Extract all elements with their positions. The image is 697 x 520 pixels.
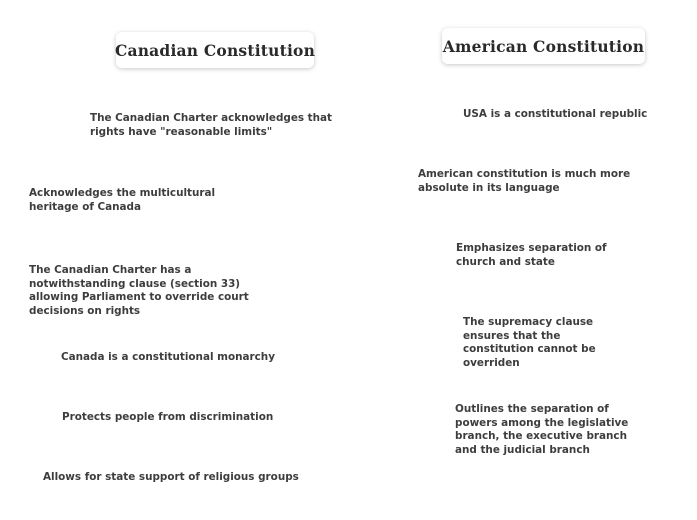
usa-note-constitutional-republic[interactable]: USA is a constitutional republic: [463, 108, 648, 120]
american-constitution-title[interactable]: American Constitution: [442, 28, 645, 64]
usa-note-separation-of-powers[interactable]: Outlines the separation of powers among the legislative branch, the executive branch and the judicial branch: [455, 403, 629, 456]
usa-note-supremacy-clause[interactable]: The supremacy clause ensures that the constitution cannot be overriden: [463, 316, 596, 369]
usa-note-absolute-language[interactable]: American constitution is much more absolute in its language: [418, 168, 631, 194]
canada-note-protects-discrimination[interactable]: Protects people from discrimination: [62, 411, 274, 423]
canada-note-state-support-religious[interactable]: Allows for state support of religious groups: [43, 471, 299, 483]
canada-note-notwithstanding-clause[interactable]: The Canadian Charter has a notwithstanding clause (section 33) allowing Parliament to override court decisions on rights: [29, 264, 249, 317]
canada-note-reasonable-limits[interactable]: The Canadian Charter acknowledges that rights have "reasonable limits": [90, 112, 333, 138]
canadian-constitution-title[interactable]: Canadian Constitution: [116, 32, 314, 68]
usa-note-church-state[interactable]: Emphasizes separation of church and state: [456, 242, 607, 268]
canada-note-multicultural-heritage[interactable]: Acknowledges the multicultural heritage of Canada: [29, 187, 216, 213]
canada-note-constitutional-monarchy[interactable]: Canada is a constitutional monarchy: [61, 351, 275, 363]
